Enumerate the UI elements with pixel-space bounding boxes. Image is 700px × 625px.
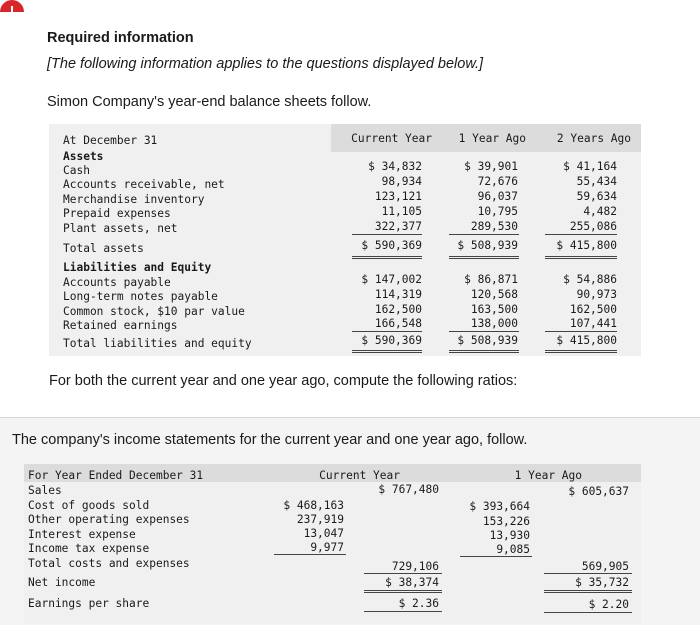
underline [352, 256, 422, 257]
liab-row-value: 114,319 [374, 288, 422, 301]
expense-label: Other operating expenses [28, 513, 190, 526]
expense-current: 237,919 [296, 513, 344, 526]
bs-heading: At December 31 [63, 134, 158, 147]
underline [449, 256, 519, 257]
asset-row-value: 11,105 [381, 205, 422, 218]
asset-row-value: 4,482 [583, 205, 617, 218]
expense-label: Cost of goods sold [28, 499, 150, 512]
income-statement-intro: The company's income statements for the current year and one year ago, follow. [12, 432, 528, 448]
underline [449, 234, 519, 235]
underline [545, 331, 617, 332]
net-income-prev: $ 35,732 [575, 576, 629, 589]
sales-current: $ 767,480 [378, 483, 439, 496]
underline [545, 234, 617, 235]
asset-row-value: 96,037 [477, 190, 518, 203]
asset-row-value: 59,634 [576, 190, 617, 203]
total-assets-label: Total assets [63, 242, 144, 255]
asset-row-label: Accounts receivable, net [63, 178, 225, 191]
liab-row-label: Common stock, $10 par value [63, 305, 245, 318]
asset-row-value: 72,676 [477, 175, 518, 188]
asset-row-value: 289,530 [470, 220, 518, 233]
underline [364, 592, 442, 593]
underline [460, 556, 532, 557]
liab-row-value: 162,500 [569, 303, 617, 316]
asset-row-label: Merchandise inventory [63, 193, 205, 206]
sales-label: Sales [28, 484, 62, 497]
bs-col-2yr: 2 Years Ago [556, 132, 631, 145]
liab-row-value: $ 86,871 [464, 273, 518, 286]
liab-row-value: 163,500 [470, 303, 518, 316]
underline [545, 258, 617, 259]
asset-row-value: 98,934 [381, 175, 422, 188]
eps-current: $ 2.36 [398, 597, 439, 610]
underline [274, 554, 346, 555]
underline [364, 573, 442, 574]
sales-prev: $ 605,637 [568, 485, 629, 498]
income-statement-table [24, 464, 641, 624]
required-info-note: [The following information applies to the questions displayed below.] [47, 56, 484, 72]
underline [544, 612, 632, 613]
asset-row-value: $ 34,832 [368, 160, 422, 173]
underline [352, 352, 422, 353]
balance-sheet-intro: Simon Company's year-end balance sheets follow. [47, 94, 372, 110]
total-liab-label: Total liabilities and equity [63, 337, 252, 350]
total-liab-value: $ 590,369 [361, 334, 422, 347]
is-col-1yr: 1 Year Ago [514, 469, 582, 482]
asset-row-value: 10,795 [477, 205, 518, 218]
underline [545, 350, 617, 351]
expense-current: 9,977 [310, 541, 344, 554]
required-info-title: Required information [47, 30, 194, 46]
asset-row-label: Cash [63, 164, 90, 177]
underline [545, 256, 617, 257]
underline [352, 234, 422, 235]
eps-prev: $ 2.20 [588, 598, 629, 611]
liab-row-label: Retained earnings [63, 319, 178, 332]
bs-col-1yr: 1 Year Ago [458, 132, 526, 145]
underline [364, 611, 442, 612]
total-liab-value: $ 415,800 [556, 334, 617, 347]
asset-row-value: 322,377 [374, 220, 422, 233]
expense-prev: $ 393,664 [469, 500, 530, 513]
bs-col-current: Current Year [351, 132, 432, 145]
underline [449, 352, 519, 353]
liab-row-value: 90,973 [576, 288, 617, 301]
underline [544, 590, 632, 591]
liab-row-value: 162,500 [374, 303, 422, 316]
underline [449, 258, 519, 259]
expense-label: Income tax expense [28, 542, 150, 555]
underline [544, 573, 632, 574]
is-heading: For Year Ended December 31 [28, 469, 204, 482]
underline [352, 258, 422, 259]
liab-row-label: Accounts payable [63, 276, 171, 289]
underline [449, 350, 519, 351]
expense-current: $ 468,163 [283, 499, 344, 512]
asset-row-label: Prepaid expenses [63, 207, 171, 220]
asset-row-value: 55,434 [576, 175, 617, 188]
asset-row-label: Plant assets, net [63, 222, 178, 235]
liab-row-label: Long-term notes payable [63, 290, 218, 303]
expense-current: 13,047 [303, 527, 344, 540]
is-col-current: Current Year [319, 469, 400, 482]
total-liab-value: $ 508,939 [457, 334, 518, 347]
asset-row-value: $ 39,901 [464, 160, 518, 173]
underline [545, 352, 617, 353]
liab-row-value: $ 147,002 [361, 273, 422, 286]
net-income-label: Net income [28, 576, 96, 589]
assets-heading: Assets [63, 150, 104, 163]
total-assets-value: $ 590,369 [361, 239, 422, 252]
total-costs-prev: 569,905 [581, 560, 629, 573]
total-costs-current: 729,106 [391, 560, 439, 573]
ratio-prompt: For both the current year and one year ago, compute the following ratios: [49, 373, 518, 389]
expense-prev: 153,226 [482, 515, 530, 528]
expense-prev: 9,085 [496, 543, 530, 556]
liab-row-value: 107,441 [569, 317, 617, 330]
asset-row-value: 123,121 [374, 190, 422, 203]
total-assets-value: $ 415,800 [556, 239, 617, 252]
liab-row-value: 166,548 [374, 317, 422, 330]
eps-label: Earnings per share [28, 597, 150, 610]
underline [544, 592, 632, 593]
expense-label: Interest expense [28, 528, 136, 541]
total-assets-value: $ 508,939 [457, 239, 518, 252]
underline [352, 350, 422, 351]
expense-prev: 13,930 [489, 529, 530, 542]
total-costs-label: Total costs and expenses [28, 557, 190, 570]
net-income-current: $ 38,374 [385, 576, 439, 589]
asset-row-value: $ 41,164 [563, 160, 617, 173]
underline [364, 590, 442, 591]
liabilities-heading: Liabilities and Equity [63, 261, 212, 274]
underline [352, 331, 422, 332]
asset-row-value: 255,086 [569, 220, 617, 233]
balance-sheet-table [49, 124, 641, 356]
liab-row-value: 120,568 [470, 288, 518, 301]
liab-row-value: 138,000 [470, 317, 518, 330]
underline [449, 331, 519, 332]
liab-row-value: $ 54,886 [563, 273, 617, 286]
